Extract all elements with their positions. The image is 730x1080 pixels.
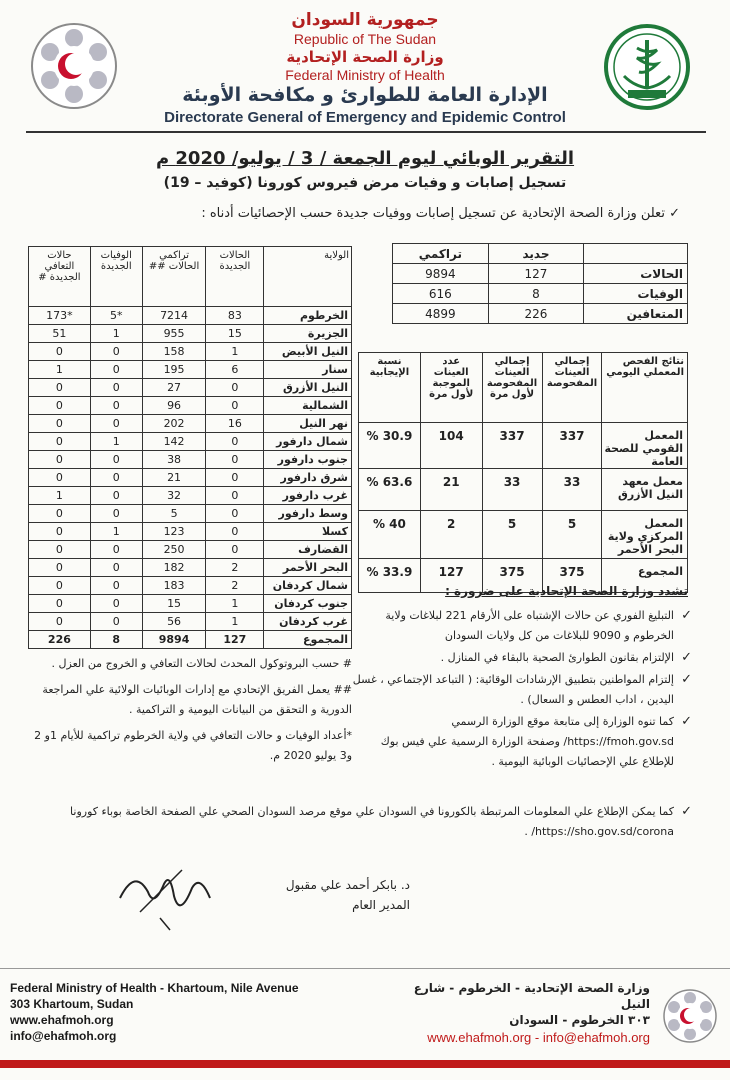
total-row [29,631,352,649]
cases-col-new: جديد [488,244,584,264]
cumulative-cases: 7214 [142,307,206,325]
new-cases: 1 [206,613,264,631]
th-positive: عدد العينات الموجبة لأول مرة [420,353,482,423]
new-value: 8 [488,284,584,304]
total-samples: 375 [542,559,602,593]
footer-ar-line1: وزارة الصحة الإتحادية - الخرطوم - شارع النيل [413,981,650,1011]
table-row [29,559,352,577]
state-name: سنار [264,361,352,379]
lab-name: معمل معهد النيل الأزرق [602,469,688,511]
header-divider [26,131,706,133]
new-recovered: *173 [29,307,91,325]
check-icon: ✓ [681,714,692,729]
cumulative-value: 4899 [393,304,489,324]
footer-en-line1: Federal Ministry of Health - Khartoum, Nile Avenue [10,981,299,995]
cases-table-wrap [392,243,688,324]
table-row [29,469,352,487]
new-deaths: 0 [90,343,142,361]
new-recovered: 0 [29,469,91,487]
total-new-deaths: 8 [90,631,142,649]
new-recovered: 0 [29,433,91,451]
emphasis-item [352,606,692,646]
th-cumulative: تراكمي الحالات ## [142,247,206,307]
signature-role: المدير العام [352,898,410,912]
new-cases: 2 [206,577,264,595]
ministry-ar: وزارة الصحة الإتحادية [286,48,444,66]
new-cases: 2 [206,559,264,577]
footnote: *أعداد الوفيات و حالات التعافي في ولاية الخرطوم تراكمية للأيام 1و 2 و3 يوليو 2020 م. [34,729,352,762]
new-cases: 0 [206,379,264,397]
new-cases: 16 [206,415,264,433]
total-cumulative: 9894 [142,631,206,649]
cumulative-cases: 15 [142,595,206,613]
ministry-en: Federal Ministry of Health [285,67,445,83]
th-new-cases: الحالات الجديدة [206,247,264,307]
emphasis-item [352,712,692,772]
new-deaths: 0 [90,595,142,613]
state-name: القضارف [264,541,352,559]
th-recovered: حالات التعافي الجديدة # [29,247,91,307]
emphasis-wide [60,802,692,844]
cumulative-cases: 158 [142,343,206,361]
check-icon: ✓ [681,650,692,665]
new-recovered: 1 [29,487,91,505]
new-recovered: 0 [29,523,91,541]
table-row [29,541,352,559]
positivity-rate: 33.9 % [359,559,421,593]
table-row [29,595,352,613]
new-deaths: 0 [90,487,142,505]
footnote: ## يعمل الفريق الإتحادي مع إدارات الوبائيات الولائية علي المراجعة الدورية و التحقق من البيانات اليومية و التراكمية . [42,683,352,716]
total-recovered: 226 [29,631,91,649]
table-row [29,379,352,397]
new-deaths: 0 [90,379,142,397]
state-name: شرق دارفور [264,469,352,487]
first-time-samples: 337 [482,423,542,469]
lab-name: المجموع [602,559,688,593]
emphasis-item-text: التبليغ الفوري عن حالات الإشتباه على الأرقام 221 لبلاغات ولاية الخرطوم و 9090 للبلاغات من كل ولايات السودان [385,609,674,642]
state-name: شمال كردفان [264,577,352,595]
report-intro [150,206,680,221]
emphasis-item [352,670,692,710]
state-name: النيل الأزرق [264,379,352,397]
new-recovered: 0 [29,505,91,523]
directorate-en: Directorate General of Emergency and Epidemic Control [164,109,566,126]
new-recovered: 0 [29,415,91,433]
cumulative-cases: 38 [142,451,206,469]
new-recovered: 0 [29,451,91,469]
emergency-logo [30,22,118,110]
new-deaths: 1 [90,325,142,343]
new-recovered: 0 [29,595,91,613]
check-icon: ✓ [681,804,692,819]
emphasis-item-text: كما يمكن الإطلاع علي المعلومات المرتبطة بالكورونا في السودان علي موقع مرصد السودان الصحي علي الصفحة الخاصة بوباء كورونا https://sho.gov.sd/corona/ . [70,805,674,838]
footer-ar [400,980,650,1028]
first-time-samples: 5 [482,511,542,559]
new-value: 226 [488,304,584,324]
lab-table-wrap [358,352,688,593]
cases-body [393,264,688,324]
new-value: 127 [488,264,584,284]
table-row [393,304,688,324]
lab-name: المعمل المركزي ولاية البحر الأحمر [602,511,688,559]
positive-samples: 104 [420,423,482,469]
positive-samples: 2 [420,511,482,559]
new-cases: 0 [206,469,264,487]
state-name: البحر الأحمر [264,559,352,577]
header [0,0,730,140]
state-name: شمال دارفور [264,433,352,451]
state-name: الخرطوم [264,307,352,325]
th-lab: نتائج الفحص المعملي اليومي [602,353,688,423]
table-row [29,577,352,595]
cumulative-cases: 195 [142,361,206,379]
footer-logo [662,988,718,1044]
new-deaths: 1 [90,523,142,541]
table-row [359,423,688,469]
cumulative-cases: 202 [142,415,206,433]
total-samples: 337 [542,423,602,469]
state-name: غرب دارفور [264,487,352,505]
signature-name: د. بابكر أحمد علي مقبول [285,878,410,892]
emphasis-list [352,606,692,774]
table-row [29,307,352,325]
table-row [393,264,688,284]
footer-ar-line2: ٣٠٣ الخرطوم - السودان [509,1013,650,1027]
new-cases: 0 [206,487,264,505]
new-deaths: 0 [90,613,142,631]
check-icon: ✓ [681,608,692,623]
new-cases: 0 [206,541,264,559]
table-row [359,469,688,511]
table-row [29,433,352,451]
new-deaths: 0 [90,577,142,595]
positivity-rate: 63.6 % [359,469,421,511]
emphasis-item [352,648,692,668]
footer-en [10,980,340,1044]
emphasis-item [60,802,692,842]
republic-ar: جمهورية السودان [291,10,439,30]
cumulative-cases: 182 [142,559,206,577]
table-row [29,325,352,343]
new-cases: 1 [206,343,264,361]
cumulative-cases: 123 [142,523,206,541]
new-deaths: 0 [90,451,142,469]
th-first-time: إجمالي العينات المفحوصة لأول مرة [482,353,542,423]
states-body [29,307,352,649]
signature-image [110,858,220,938]
table-row [359,511,688,559]
positive-samples: 21 [420,469,482,511]
footer-en-line3[interactable]: www.ehafmoh.org [10,1013,114,1027]
footnote: # حسب البروتوكول المحدث لحالات التعافي و الخروج من العزل . [51,657,352,670]
new-cases: 15 [206,325,264,343]
footer-divider [0,968,730,969]
new-recovered: 1 [29,361,91,379]
new-deaths: 0 [90,469,142,487]
republic-en: Republic of The Sudan [293,31,437,47]
new-deaths: 0 [90,361,142,379]
new-recovered: 0 [29,343,91,361]
positive-samples: 127 [420,559,482,593]
th-new-deaths: الوفيات الجديدة [90,247,142,307]
row-label: الحالات [584,264,688,284]
emphasis-title: تشدد وزارة الصحة الإتحادية على ضرورة : [445,584,688,598]
first-time-samples: 375 [482,559,542,593]
state-name: نهر النيل [264,415,352,433]
new-recovered: 51 [29,325,91,343]
table-row [29,361,352,379]
notes [28,654,352,772]
new-deaths: 0 [90,559,142,577]
cumulative-cases: 56 [142,613,206,631]
cumulative-cases: 250 [142,541,206,559]
cumulative-value: 616 [393,284,489,304]
cumulative-cases: 32 [142,487,206,505]
lab-table [358,352,688,593]
footer-contact[interactable]: www.ehafmoh.org - info@ehafmoh.org [427,1030,650,1045]
new-cases: 1 [206,595,264,613]
footer-en-line4[interactable]: info@ehafmoh.org [10,1029,117,1043]
ministry-logo [604,24,690,110]
new-recovered: 0 [29,397,91,415]
states-table-wrap [28,246,352,649]
cumulative-cases: 21 [142,469,206,487]
intro-text: تعلن وزارة الصحة الإتحادية عن تسجيل إصابات ووفيات جديدة حسب الإحصائيات أدناه : [201,206,665,221]
table-row [393,284,688,304]
lab-name: المعمل القومي للصحة العامة [602,423,688,469]
th-state: الولاية [264,247,352,307]
first-time-samples: 33 [482,469,542,511]
directorate-ar: الإدارة العامة للطوارئ و مكافحة الأوبئة [182,84,548,106]
new-cases: 0 [206,451,264,469]
cumulative-cases: 5 [142,505,206,523]
new-deaths: *5 [90,307,142,325]
row-label: الوفيات [584,284,688,304]
emphasis-item-text: الإلتزام بقانون الطوارئ الصحية بالبقاء في المنازل . [440,651,674,664]
row-label: المتعافين [584,304,688,324]
new-recovered: 0 [29,613,91,631]
new-cases: 0 [206,505,264,523]
new-recovered: 0 [29,541,91,559]
cumulative-cases: 142 [142,433,206,451]
state-name: الشمالية [264,397,352,415]
cumulative-cases: 27 [142,379,206,397]
states-table [28,246,352,649]
report-title: التقرير الوبائي ليوم الجمعة / 3 / يوليو/ 2020 م [155,148,575,169]
footer-en-line2: 303 Khartoum, Sudan [10,997,134,1011]
total-new-cases: 127 [206,631,264,649]
table-row [29,505,352,523]
new-cases: 0 [206,433,264,451]
total-samples: 5 [542,511,602,559]
report-subtitle: تسجيل إصابات و وفيات مرض فيروس كورونا (كوفيد – 19) [163,175,567,191]
total-label: المجموع [264,631,352,649]
new-cases: 0 [206,397,264,415]
cases-table [392,243,688,324]
check-icon: ✓ [681,672,692,687]
new-recovered: 0 [29,559,91,577]
footer-bottom-bar [0,1060,730,1068]
table-row [29,397,352,415]
state-name: كسلا [264,523,352,541]
positivity-rate: 40 % [359,511,421,559]
new-cases: 0 [206,523,264,541]
state-name: الجزيرة [264,325,352,343]
state-name: وسط دارفور [264,505,352,523]
cumulative-value: 9894 [393,264,489,284]
new-cases: 83 [206,307,264,325]
cumulative-cases: 955 [142,325,206,343]
new-deaths: 0 [90,397,142,415]
new-deaths: 1 [90,433,142,451]
cases-corner [584,244,688,264]
table-row [29,451,352,469]
th-rate: نسبة الإيجابية [359,353,421,423]
new-deaths: 0 [90,541,142,559]
table-row [29,415,352,433]
emphasis-item-text: كما تنوه الوزارة إلى متابعة موقع الوزارة الرسمي https://fmoh.gov.sd/ وصفحة الوزارة الرسمية علي فيس بوك للإطلاع علي الإحصائيات الوبائية اليومية . [380,715,674,768]
state-name: جنوب كردفان [264,595,352,613]
check-icon: ✓ [669,206,680,221]
new-deaths: 0 [90,415,142,433]
new-deaths: 0 [90,505,142,523]
table-row [29,523,352,541]
th-total-samples: إجمالي العينات المفحوصة [542,353,602,423]
table-row [29,487,352,505]
state-name: جنوب دارفور [264,451,352,469]
new-recovered: 0 [29,577,91,595]
emphasis-item-text: إلتزام المواطنين بتطبيق الإرشادات الوقائية: ( التباعد الإجتماعي ، غسل اليدين ، اداب العطس و السعال) . [352,673,674,706]
positivity-rate: 30.9 % [359,423,421,469]
state-name: النيل الأبيض [264,343,352,361]
state-name: غرب كردفان [264,613,352,631]
lab-body [359,423,688,593]
table-row [29,613,352,631]
cumulative-cases: 183 [142,577,206,595]
table-row [29,343,352,361]
cases-col-cumulative: تراكمي [393,244,489,264]
total-samples: 33 [542,469,602,511]
new-cases: 6 [206,361,264,379]
new-recovered: 0 [29,379,91,397]
cumulative-cases: 96 [142,397,206,415]
